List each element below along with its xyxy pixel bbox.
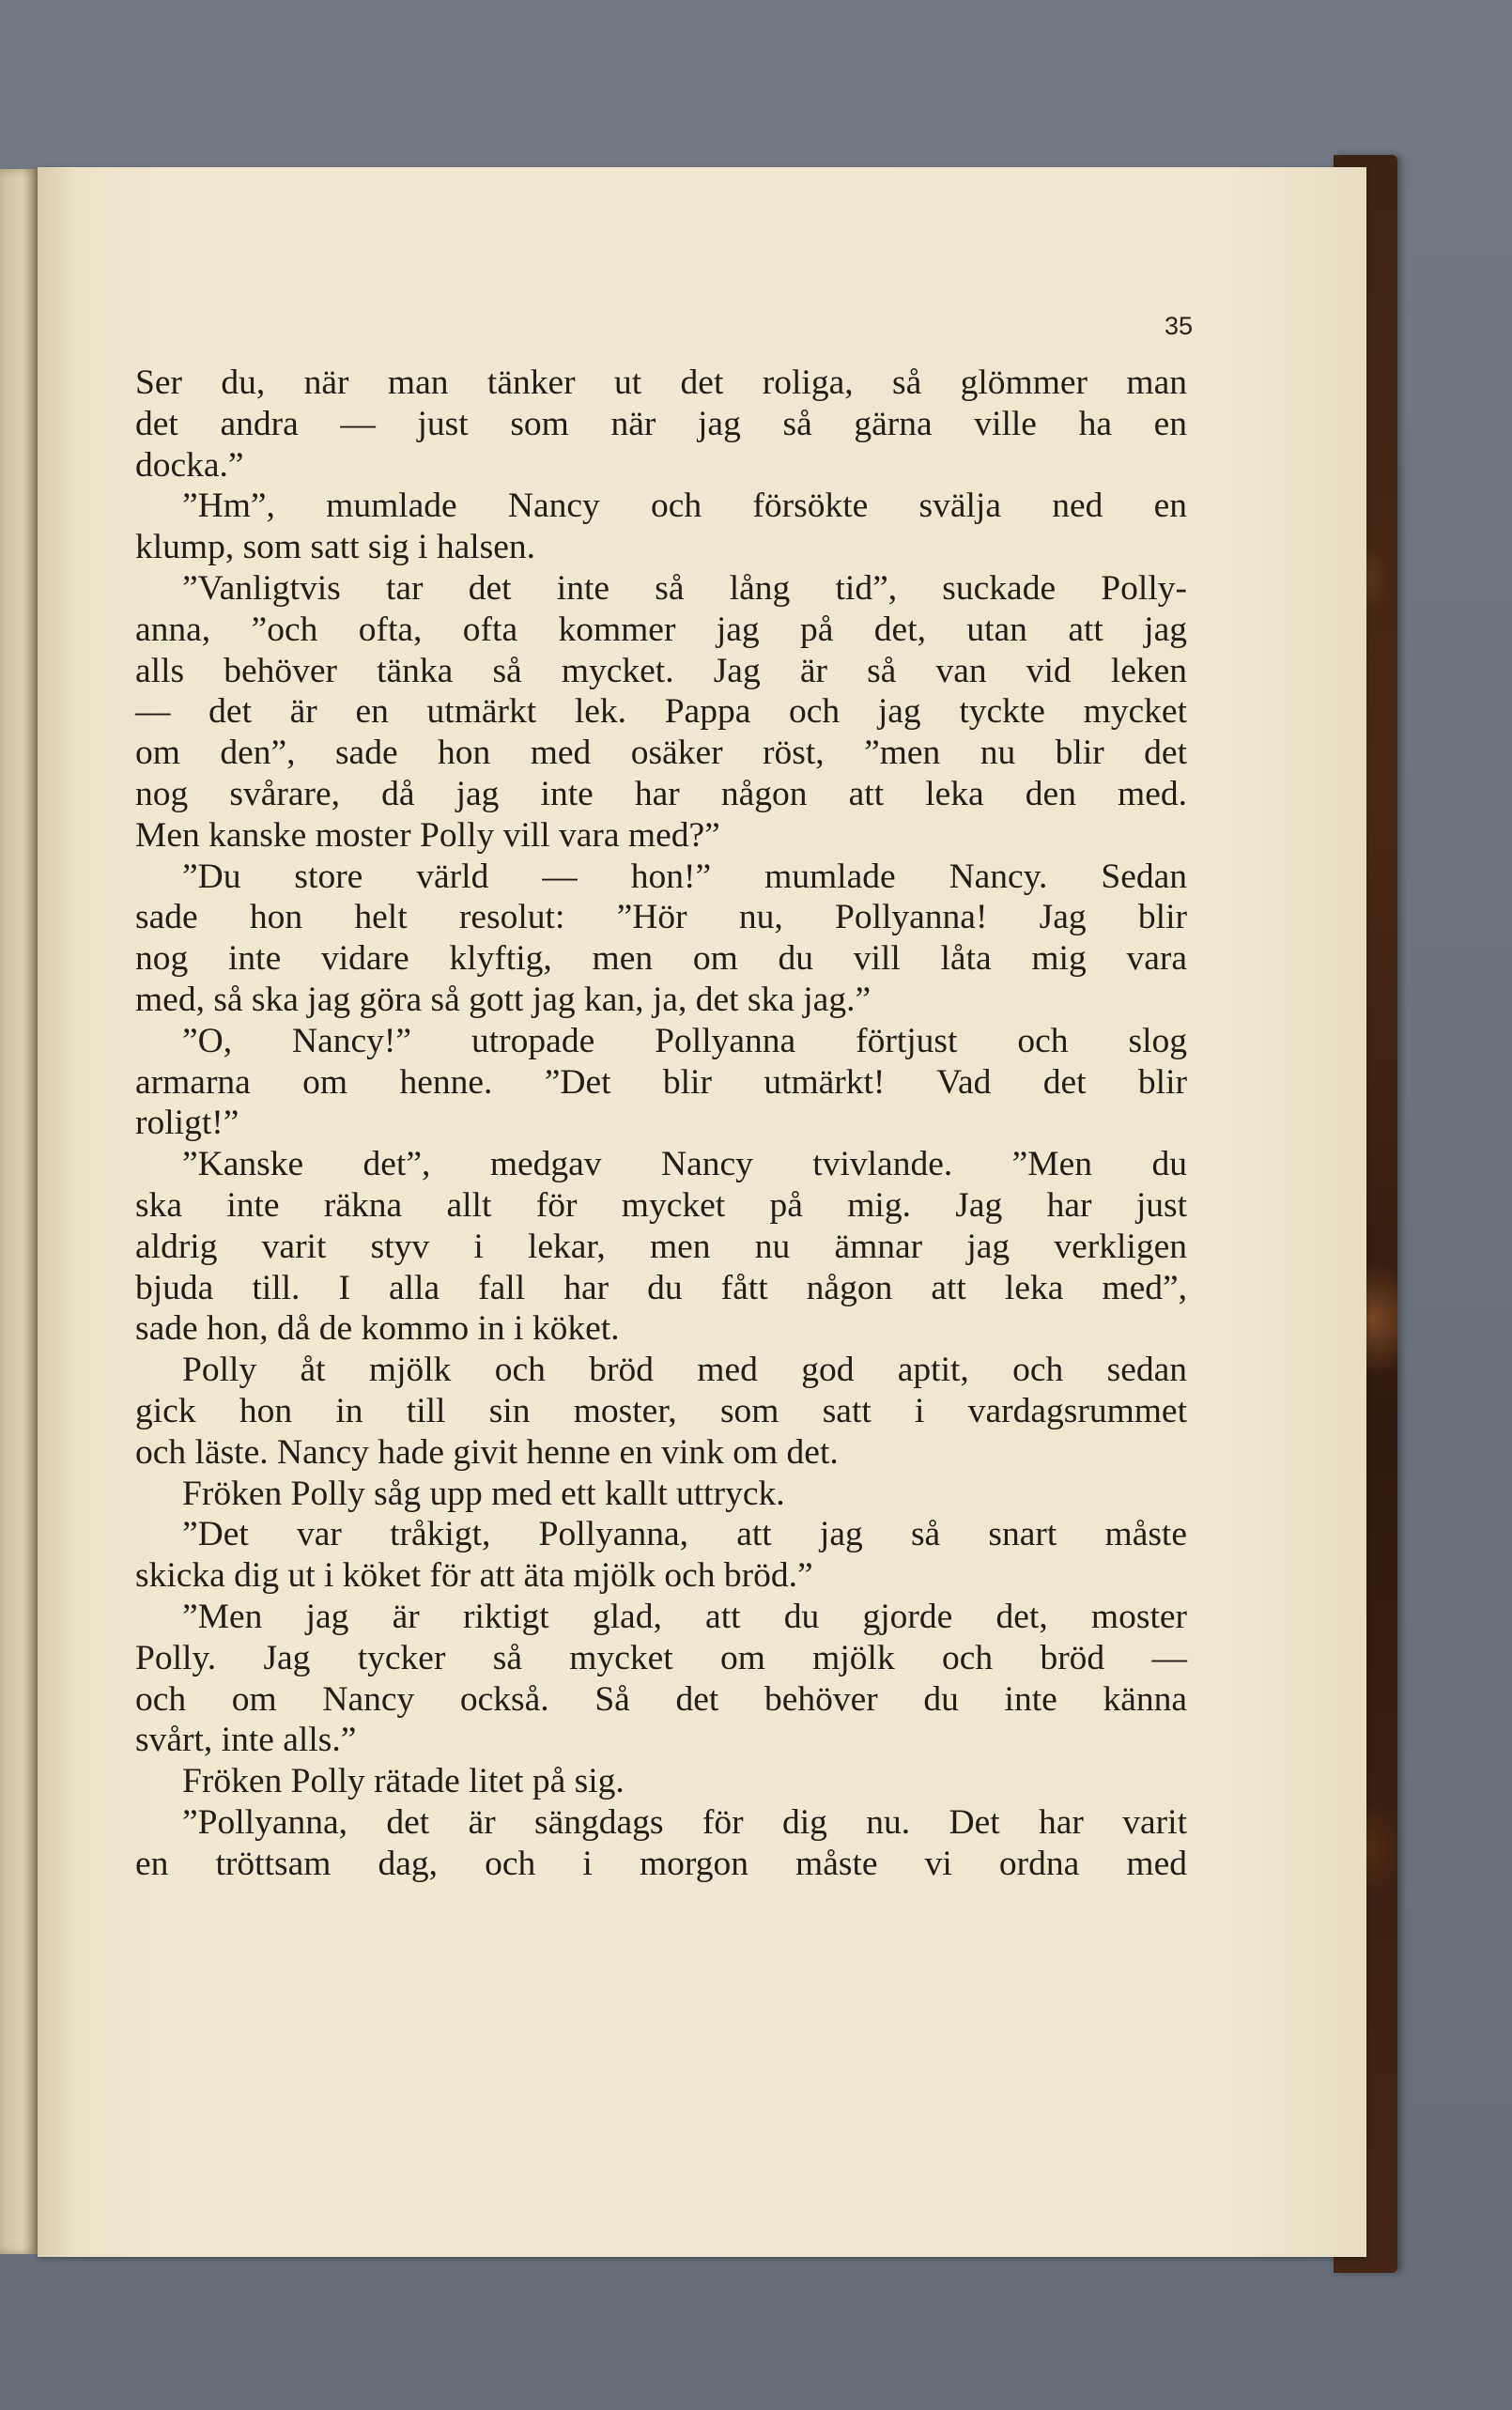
text-line: Ser du, när man tänker ut det roliga, så glömmer man	[135, 363, 1187, 402]
text-line: ”Det var tråkigt, Pollyanna, att jag så snart måste	[182, 1515, 1187, 1554]
text-line: docka.”	[135, 445, 244, 485]
text-line: skicka dig ut i köket för att äta mjölk och bröd.”	[135, 1556, 813, 1596]
text-line: ”Men jag är riktigt glad, att du gjorde det, moster	[182, 1597, 1187, 1636]
text-line: nog inte vidare klyftig, men om du vill låta mig vara	[135, 939, 1187, 979]
text-line: sade hon, då de kommo in i köket.	[135, 1309, 620, 1349]
text-line: ”Pollyanna, det är sängdags för dig nu. Det har varit	[182, 1802, 1187, 1842]
text-line: alls behöver tänka så mycket. Jag är så van vid leken	[135, 651, 1187, 690]
text-line: sade hon helt resolut: ”Hör nu, Pollyanna! Jag blir	[135, 898, 1187, 937]
text-line: ”Hm”, mumlade Nancy och försökte svälja ned en	[182, 487, 1187, 526]
body-text	[135, 363, 1187, 1884]
text-line: ”Vanligtvis tar det inte så lång tid”, suckade Polly-	[182, 568, 1187, 608]
page-number: 35	[1164, 312, 1193, 340]
text-line: ska inte räkna allt för mycket på mig. Jag har just	[135, 1185, 1187, 1225]
text-line: svårt, inte alls.”	[135, 1721, 357, 1760]
text-line: ”O, Nancy!” utropade Pollyanna förtjust och slog	[182, 1021, 1187, 1060]
text-line: en tröttsam dag, och i morgon måste vi ordna med	[135, 1844, 1187, 1883]
text-line: det andra — just som när jag så gärna ville ha en	[135, 404, 1187, 443]
text-line: anna, ”och ofta, ofta kommer jag på det, utan att jag	[135, 610, 1187, 649]
text-line: nog svårare, då jag inte har någon att leka den med.	[135, 774, 1187, 813]
text-line: Fröken Polly rätade litet på sig.	[182, 1762, 625, 1801]
text-line: aldrig varit styv i lekar, men nu ämnar jag verkligen	[135, 1227, 1187, 1266]
text-line: och läste. Nancy hade givit henne en vink om det.	[135, 1432, 839, 1472]
text-line: Polly. Jag tycker så mycket om mjölk och bröd —	[135, 1638, 1187, 1677]
book-page	[38, 167, 1366, 2257]
text-line: med, så ska jag göra så gott jag kan, ja, det ska jag.”	[135, 980, 872, 1019]
text-line: ”Du store värld — hon!” mumlade Nancy. Sedan	[182, 857, 1187, 896]
text-line: — det är en utmärkt lek. Pappa och jag tyckte mycket	[135, 692, 1187, 732]
text-line: om den”, sade hon med osäker röst, ”men nu blir det	[135, 734, 1187, 773]
text-line: Fröken Polly såg upp med ett kallt uttryck.	[182, 1474, 785, 1513]
text-line: roligt!”	[135, 1104, 239, 1143]
text-line: bjuda till. I alla fall har du fått någon att leka med”,	[135, 1268, 1187, 1307]
text-line: ”Kanske det”, medgav Nancy tvivlande. ”Men du	[182, 1145, 1187, 1184]
text-line: klump, som satt sig i halsen.	[135, 528, 536, 567]
text-line: Polly åt mjölk och bröd med god aptit, och sedan	[182, 1351, 1187, 1390]
text-line: gick hon in till sin moster, som satt i vardagsrummet	[135, 1391, 1187, 1430]
facing-page-edge	[0, 169, 38, 2254]
text-line: Men kanske moster Polly vill vara med?”	[135, 815, 720, 855]
text-line: armarna om henne. ”Det blir utmärkt! Vad det blir	[135, 1062, 1187, 1102]
text-line: och om Nancy också. Så det behöver du inte känna	[135, 1679, 1187, 1719]
